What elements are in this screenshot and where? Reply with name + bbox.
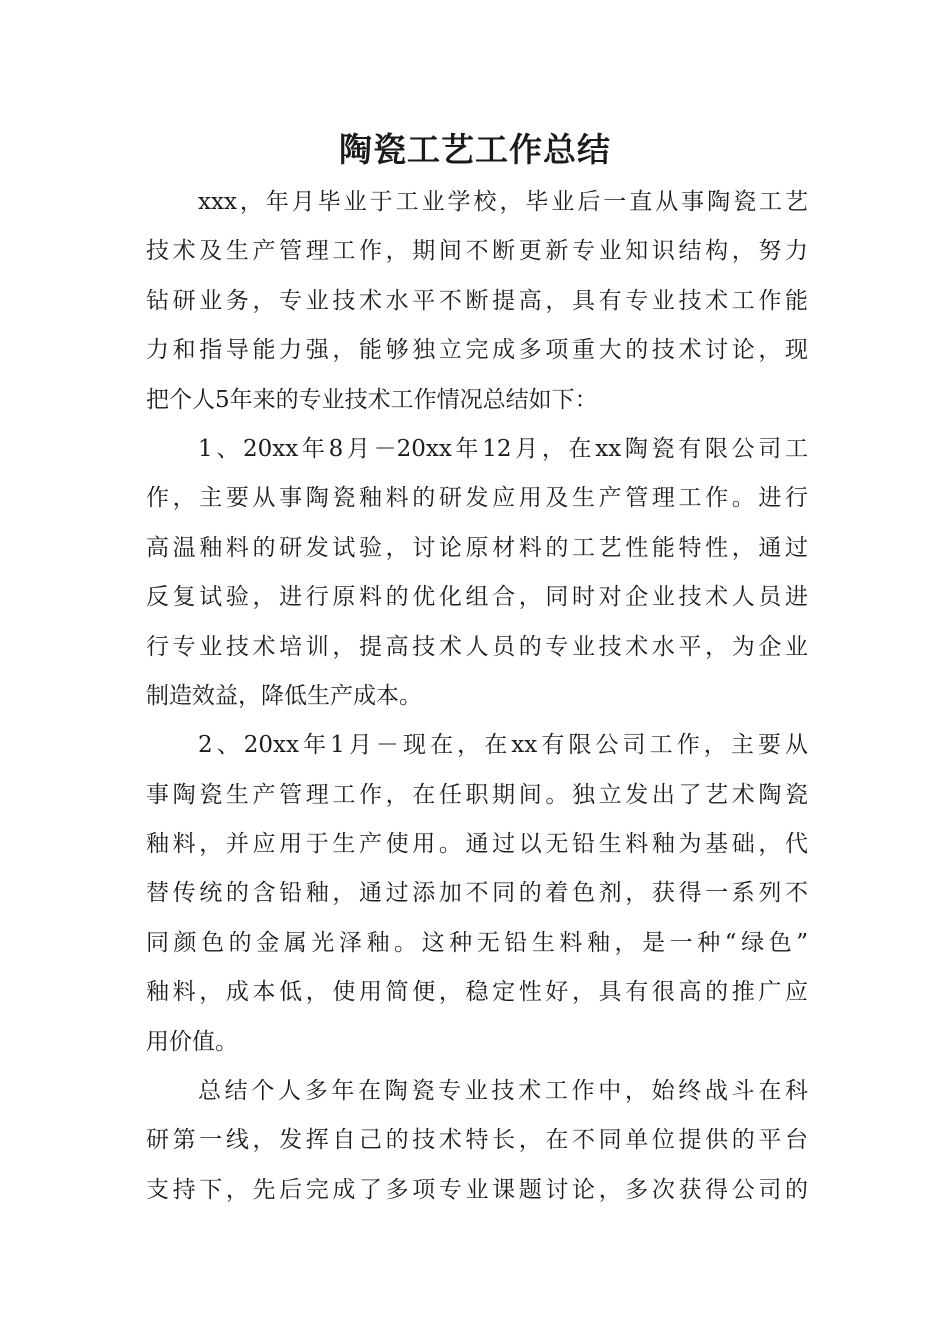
document-body [146,178,808,1215]
text-line: 2、20xx年1月－现在，在xx有限公司工作，主要从 [198,732,808,759]
text-line: 用价值。 [146,1028,238,1055]
text-line: 事陶瓷生产管理工作，在任职期间。独立发出了艺术陶瓷 [146,781,808,808]
text-line: 总结个人多年在陶瓷专业技术工作中，始终战斗在科 [198,1078,808,1105]
text-line: 釉料，并应用于生产使用。通过以无铅生料釉为基础，代 [146,831,808,858]
text-line: 研第一线，发挥自己的技术特长，在不同单位提供的平台 [146,1127,808,1154]
document-title: 陶瓷工艺工作总结 [339,130,611,169]
text-line: 同颜色的金属光泽釉。这种无铅生料釉，是一种“绿色” [146,929,808,956]
text-line: 制造效益，降低生产成本。 [146,682,422,709]
text-line: 高温釉料的研发试验，讨论原材料的工艺性能特性，通过 [146,534,808,561]
text-line: 力和指导能力强，能够独立完成多项重大的技术讨论，现 [146,337,808,364]
text-line: 钻研业务，专业技术水平不断提高，具有专业技术工作能 [146,287,808,314]
text-line: 把个人5年来的专业技术工作情况总结如下： [146,386,598,413]
text-line: 行专业技术培训，提高技术人员的专业技术水平，为企业 [146,633,808,660]
text-line: 替传统的含铅釉，通过添加不同的着色剂，获得一系列不 [146,880,808,907]
text-line: 支持下，先后完成了多项专业课题讨论，多次获得公司的 [146,1176,808,1203]
text-line: 反复试验，进行原料的优化组合，同时对企业技术人员进 [146,584,808,611]
text-line: 1、20xx年8月－20xx年12月，在xx陶瓷有限公司工 [198,435,808,462]
text-line: xxx，年月毕业于工业学校，毕业后一直从事陶瓷工艺 [198,189,808,215]
text-line: 技术及生产管理工作，期间不断更新专业知识结构，努力 [146,238,808,265]
text-line: 作，主要从事陶瓷釉料的研发应用及生产管理工作。进行 [146,485,808,512]
text-line: 釉料，成本低，使用简便，稳定性好，具有很高的推广应 [146,979,808,1006]
